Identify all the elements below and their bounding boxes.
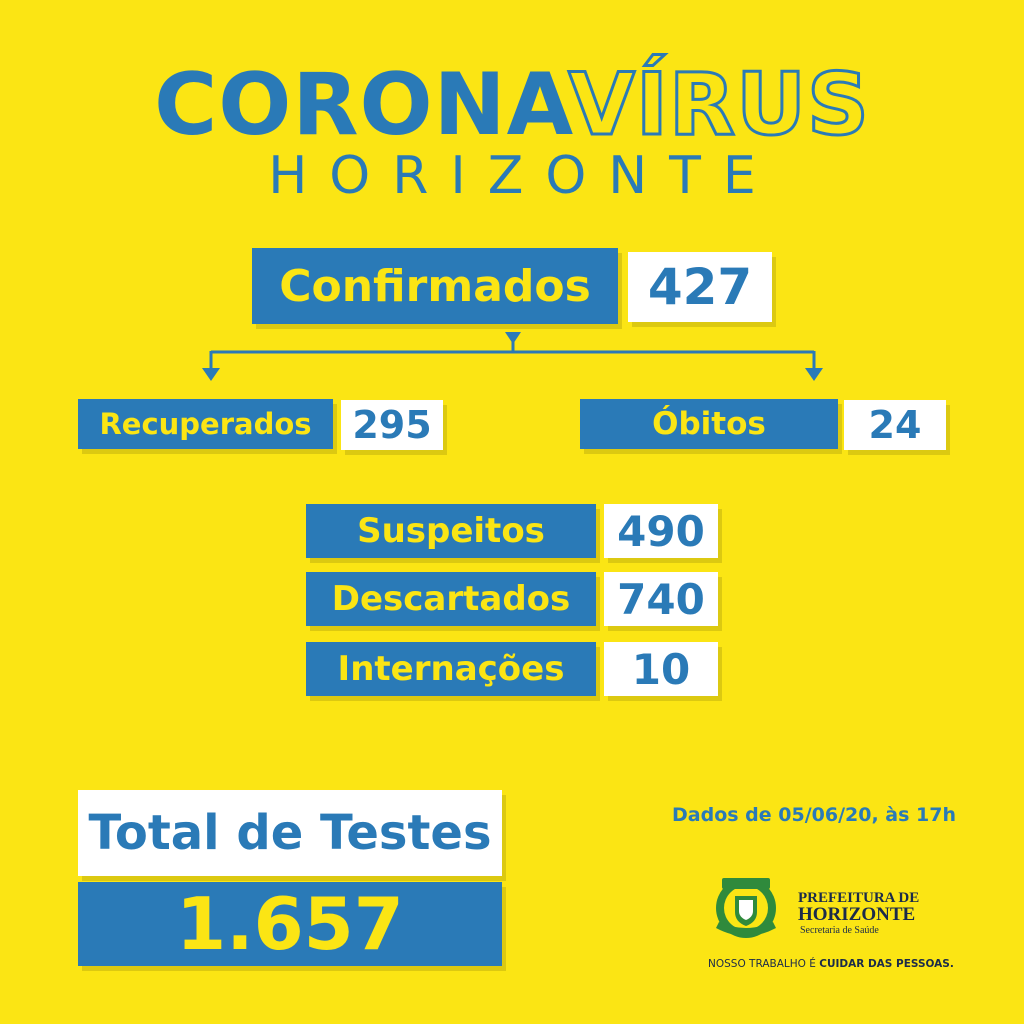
internacoes-label: Internações: [306, 642, 596, 696]
motto-bold: CUIDAR DAS PESSOAS.: [819, 958, 954, 970]
title-corona: CORONA: [154, 55, 569, 155]
motto-normal: NOSSO TRABALHO É: [708, 958, 820, 970]
city-seal-logo: [706, 866, 786, 946]
logo-line3: Secretaria de Saúde: [800, 925, 879, 936]
obitos-label: Óbitos: [580, 399, 838, 449]
recuperados-value: 295: [341, 400, 443, 450]
confirmados-value: 427: [628, 252, 772, 322]
title-virus: VÍRUS: [568, 55, 870, 155]
page-subtitle: HORIZONTE: [268, 146, 778, 206]
motto: [708, 958, 954, 970]
suspeitos-label: Suspeitos: [306, 504, 596, 558]
logo-line2: HORIZONTE: [798, 904, 916, 925]
obitos-value: 24: [844, 400, 946, 450]
descartados-label: Descartados: [306, 572, 596, 626]
total-testes-label: Total de Testes: [78, 790, 502, 876]
arrow-left-icon: [202, 368, 220, 381]
logo-line1: PREFEITURA DE: [798, 890, 920, 906]
descartados-value: 740: [604, 572, 718, 626]
suspeitos-value: 490: [604, 504, 718, 558]
arrow-right-icon: [805, 368, 823, 381]
confirmados-label: Confirmados: [252, 248, 618, 324]
internacoes-value: 10: [604, 642, 718, 696]
total-testes-value: 1.657: [78, 882, 502, 966]
recuperados-label: Recuperados: [78, 399, 333, 449]
data-timestamp: Dados de 05/06/20, às 17h: [672, 804, 957, 826]
